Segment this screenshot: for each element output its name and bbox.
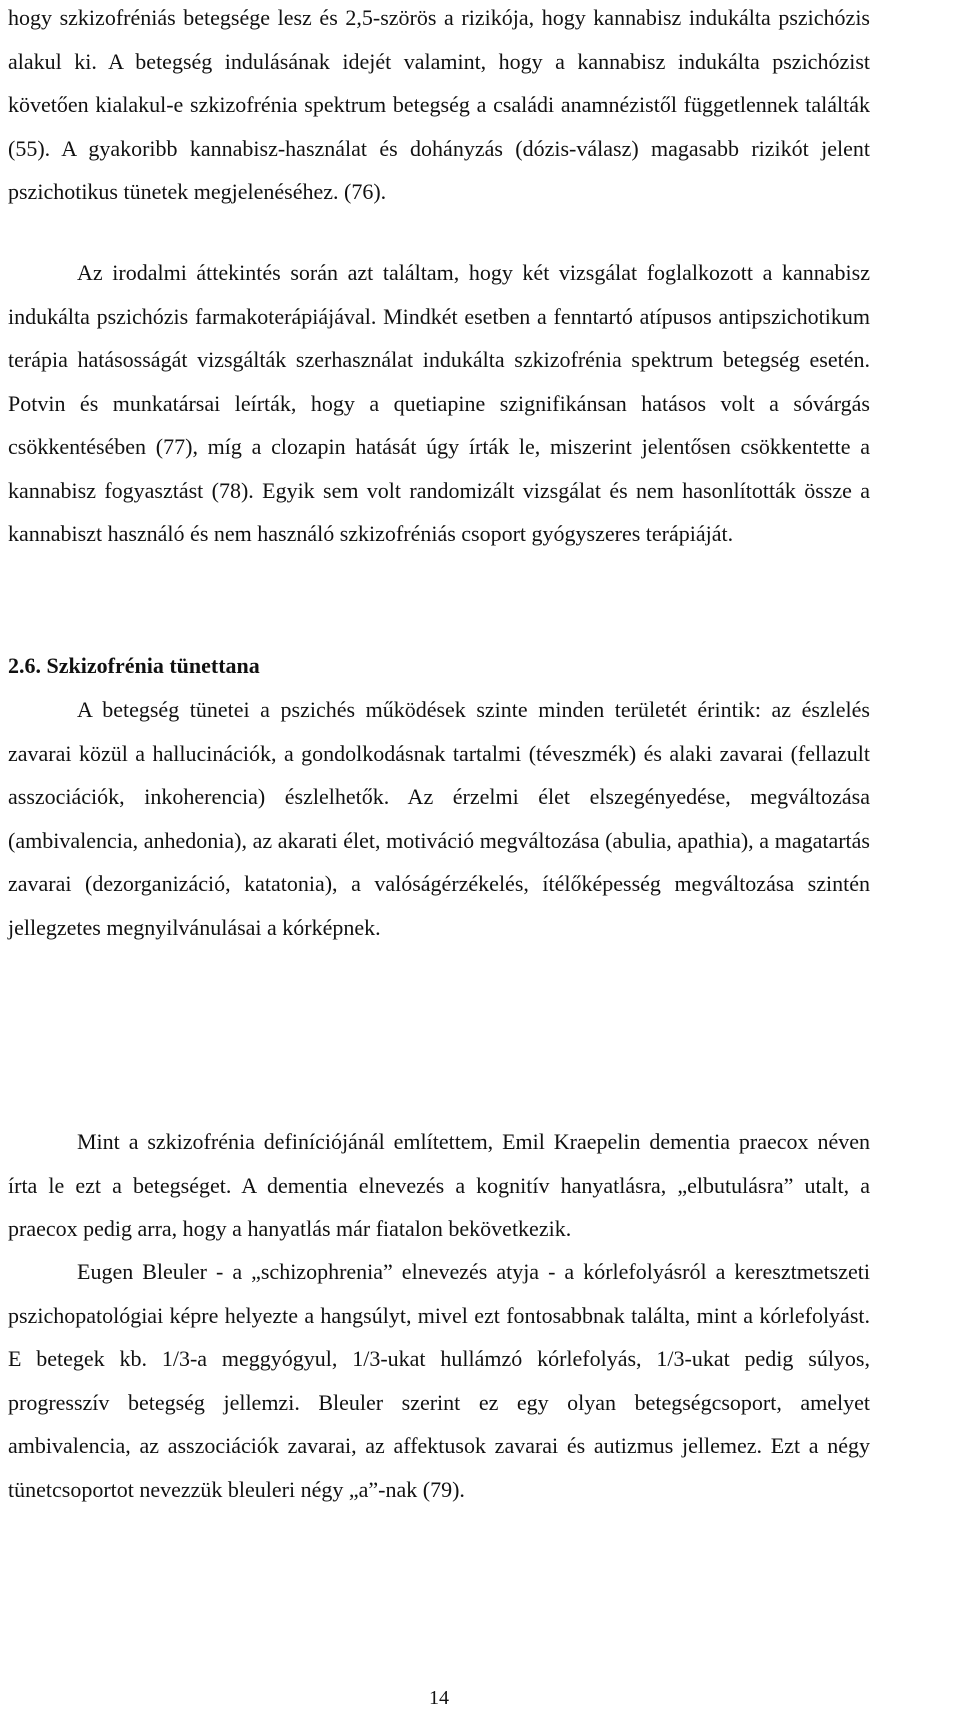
paragraph-kannabisz-rizikó: hogy szkizofréniás betegsége lesz és 2,5-szörös a rizikója, hogy kannabisz indukálta pszichózis alakul ki. A betegség indulásának idejét valamint, hogy a kannabisz indukálta pszichózist követően kialakul-e szkizofrénia spektrum betegség a családi anamnézistől függetlennek találták (55). A gyakoribb kannabisz-használat és dohányzás (dózis-válasz) magasabb rizikót jelent pszichotikus tünetek megjelenéséhez. (76). <box>8 5 870 204</box>
paragraph-kraepelin: Mint a szkizofrénia definíciójánál említettem, Emil Kraepelin dementia praecox néven írta le ezt a betegséget. A dementia elnevezés a kognitív hanyatlásra, „elbutulásra” utalt, a praecox pedig arra, hogy a hanyatlás már fiatalon bekövetkezik. <box>8 1129 870 1241</box>
paragraph-farmakoterapia: Az irodalmi áttekintés során azt találtam, hogy két vizsgálat foglalkozott a kannabisz indukálta pszichózis farmakoterápiájával. Mindkét esetben a fenntartó atípusos antipszichotikum terápia hatásosságát vizsgálták szerhasználat indukálta szkizofrénia spektrum betegség esetén. Potvin és munkatársai leírták, hogy a quetiapine szignifikánsan hatásos volt a sóvárgás csökkentésében (77), míg a clozapin hatását úgy írták le, miszerint jelentősen csökkentette a kannabisz fogyasztást (78). Egyik sem volt randomizált vizsgálat és nem hasonlították össze a kannabiszt használó és nem használó szkizofréniás csoport gyógyszeres terápiáját. <box>8 260 870 546</box>
paragraph-tunetek: A betegség tünetei a pszichés működések szinte minden területét érintik: az észlelés zavarai közül a hallucinációk, a gondolkodásnak tartalmi (téveszmék) és alaki zavarai (fellazult asszociációk, inkoherencia) észlelhetők. Az érzelmi élet elszegényedése, megváltozása (ambivalencia, anhedonia), az akarati élet, motiváció megváltozása (abulia, apathia), a magatartás zavarai (dezorganizáció, katatonia), a valóságérzékelés, ítélőképesség megváltozása szintén jellegzetes megnyilvánulásai a kórképnek. <box>8 697 870 940</box>
section-heading: 2.6. Szkizofrénia tünettana <box>8 653 260 678</box>
paragraph-bleuler: Eugen Bleuler - a „schizophrenia” elnevezés atyja - a kórlefolyásról a keresztmetszeti pszichopatológiai képre helyezte a hangsúlyt, mivel ezt fontosabbnak találta, mint a kórlefolyást. E betegek kb. 1/3-a meggyógyul, 1/3-ukat hullámzó kórlefolyás, 1/3-ukat pedig súlyos, progresszív betegség jellemzi. Bleuler szerint ez egy olyan betegségcsoport, amelyet ambivalencia, az asszociációk zavarai, az affektusok zavarai és autizmus jellemez. Ezt a négy tünetcsoportot nevezzük bleuleri négy „a”-nak (79). <box>8 1259 870 1502</box>
page-number: 14 <box>429 1687 449 1709</box>
